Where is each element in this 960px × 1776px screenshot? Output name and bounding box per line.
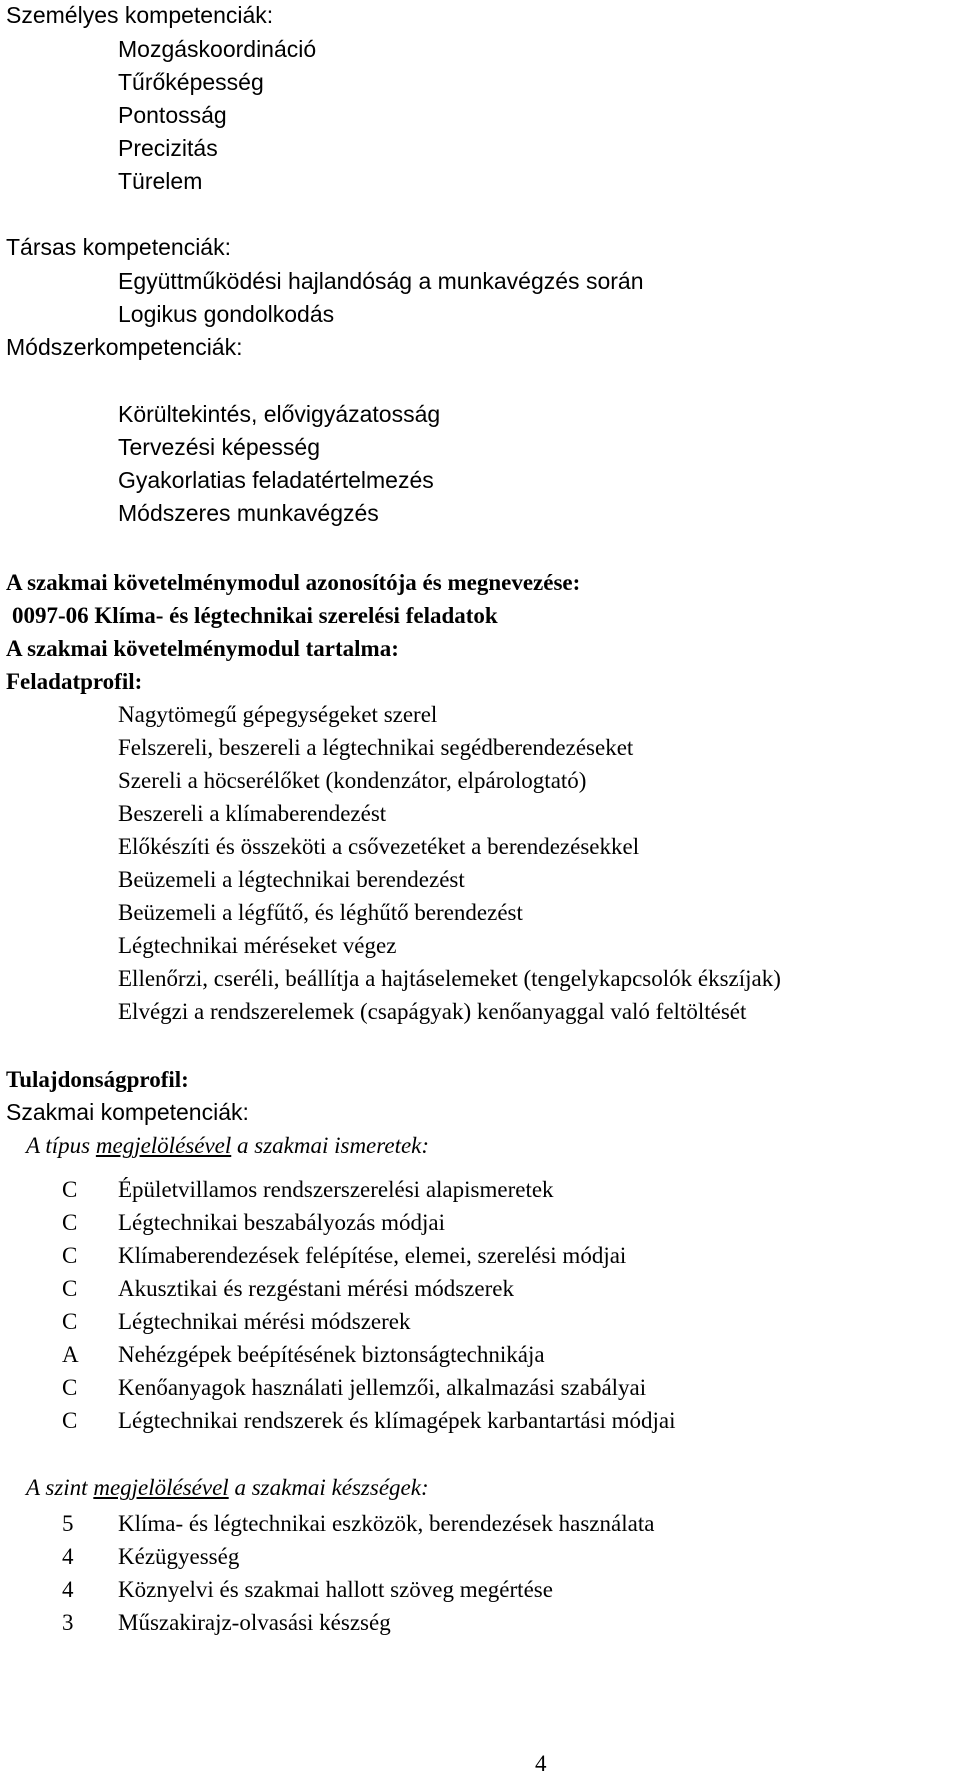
list-item: Nagytömegű gépegységeket szerel [118, 702, 438, 727]
knowledge-text: Kenőanyagok használati jellemzői, alkalmazási szabályai [118, 1375, 647, 1400]
module-id-label: A szakmai követelménymodul azonosítója és megnevezése: [6, 570, 581, 595]
knowledge-text: Légtechnikai beszabályozás módjai [118, 1210, 445, 1235]
knowledge-code: C [62, 1408, 78, 1433]
list-item: Módszeres munkavégzés [118, 500, 379, 526]
skill-level: 3 [62, 1610, 74, 1635]
personal-competencies-title: Személyes kompetenciák: [6, 2, 274, 28]
list-item: Együttműködési hajlandóság a munkavégzés során [118, 268, 644, 294]
knowledge-code: A [62, 1342, 79, 1367]
module-content-label: A szakmai követelménymodul tartalma: [6, 636, 399, 661]
knowledge-text: Akusztikai és rezgéstani mérési módszerek [118, 1276, 514, 1301]
skill-text: Műszakirajz-olvasási készség [118, 1610, 391, 1635]
method-competencies-title: Módszerkompetenciák: [6, 334, 243, 360]
list-item: Beszereli a klímaberendezést [118, 801, 387, 826]
skills-label-suffix: a szakmai készségek: [228, 1475, 429, 1500]
knowledge-code: C [62, 1177, 78, 1202]
knowledge-label [26, 1134, 429, 1157]
list-item: Elvégzi a rendszerelemek (csapágyak) kenőanyaggal való feltöltését [118, 999, 747, 1024]
skill-level: 4 [62, 1544, 74, 1569]
skills-label-prefix: A szint [26, 1475, 94, 1500]
list-item: Logikus gondolkodás [118, 301, 335, 327]
knowledge-code: C [62, 1243, 78, 1268]
list-item: Pontosság [118, 102, 227, 128]
list-item: Ellenőrzi, cseréli, beállítja a hajtáselemeket (tengelykapcsolók ékszíjak) [118, 966, 781, 991]
list-item: Tervezési képesség [118, 434, 320, 460]
list-item: Tűrőképesség [118, 69, 264, 95]
list-item: Beüzemeli a légfűtő, és léghűtő berendezést [118, 900, 523, 925]
list-item: Precizitás [118, 135, 218, 161]
skill-text: Kézügyesség [118, 1544, 240, 1569]
list-item: Beüzemeli a légtechnikai berendezést [118, 867, 465, 892]
list-item: Gyakorlatias feladatértelmezés [118, 467, 434, 493]
knowledge-text: Nehézgépek beépítésének biztonságtechnikája [118, 1342, 545, 1367]
knowledge-text: Klímaberendezések felépítése, elemei, szerelési módjai [118, 1243, 627, 1268]
knowledge-code: C [62, 1276, 78, 1301]
knowledge-label-prefix: A típus [26, 1133, 96, 1158]
knowledge-code: C [62, 1210, 78, 1235]
list-item: Mozgáskoordináció [118, 36, 317, 62]
list-item: Türelem [118, 168, 203, 194]
task-profile-title: Feladatprofil: [6, 669, 143, 694]
list-item: Felszereli, beszereli a légtechnikai segédberendezéseket [118, 735, 634, 760]
professional-competencies-subtitle: Szakmai kompetenciák: [6, 1099, 249, 1125]
skills-label-underlined: megjelölésével [93, 1475, 229, 1500]
list-item: Körültekintés, elővigyázatosság [118, 401, 441, 427]
knowledge-code: C [62, 1375, 78, 1400]
knowledge-label-suffix: a szakmai ismeretek: [231, 1133, 430, 1158]
property-profile-title: Tulajdonságprofil: [6, 1067, 189, 1092]
knowledge-text: Épületvillamos rendszerszerelési alapismeretek [118, 1177, 554, 1202]
skill-level: 5 [62, 1511, 74, 1536]
skill-text: Köznyelvi és szakmai hallott szöveg megértése [118, 1577, 553, 1602]
social-competencies-title: Társas kompetenciák: [6, 234, 231, 260]
skills-label [26, 1476, 429, 1499]
knowledge-text: Légtechnikai rendszerek és klímagépek karbantartási módjai [118, 1408, 676, 1433]
page-number: 4 [535, 1751, 547, 1776]
list-item: Előkészíti és összeköti a csővezetéket a berendezésekkel [118, 834, 640, 859]
module-id-name: 0097-06 Klíma- és légtechnikai szerelési feladatok [12, 603, 498, 628]
knowledge-code: C [62, 1309, 78, 1334]
skill-level: 4 [62, 1577, 74, 1602]
knowledge-label-underlined: megjelölésével [95, 1133, 232, 1158]
list-item: Légtechnikai méréseket végez [118, 933, 397, 958]
skill-text: Klíma- és légtechnikai eszközök, berendezések használata [118, 1511, 655, 1536]
knowledge-text: Légtechnikai mérési módszerek [118, 1309, 411, 1334]
list-item: Szereli a höcserélőket (kondenzátor, elpárologtató) [118, 768, 587, 793]
